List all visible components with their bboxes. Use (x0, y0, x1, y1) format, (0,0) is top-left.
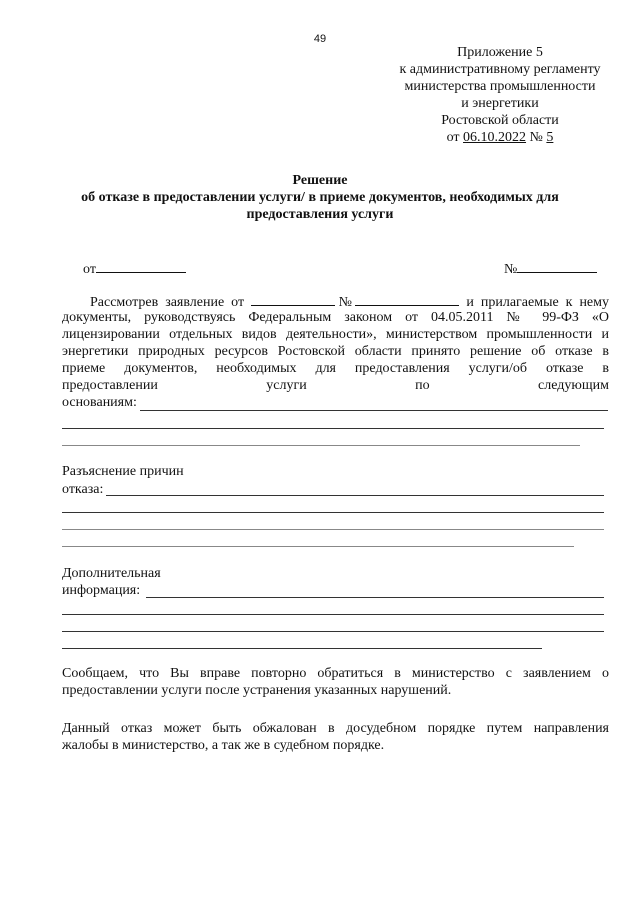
paragraph-line: предоставлении услуги по следующим (62, 378, 609, 393)
number-label: № (504, 262, 518, 277)
appendix-block (376, 44, 624, 146)
title-subheading: предоставления услуги (246, 207, 394, 222)
notice-paragraph (62, 665, 609, 699)
reasons-fill-line[interactable] (62, 546, 574, 547)
title-heading: Решение (292, 173, 348, 188)
date-label: от (83, 262, 96, 277)
reasons-fill-line[interactable] (62, 512, 604, 513)
additional-label: Дополнительная (62, 566, 161, 581)
date-blank[interactable] (96, 259, 186, 273)
paragraph-line: Данный отказ может быть обжалован в досудебном порядке путем направления (62, 721, 609, 736)
paragraph-line: документы, руководствуясь Федеральным законом от 04.05.2011 № 99-ФЗ «О (62, 310, 609, 325)
paragraph-line: энергетики природных ресурсов Ростовской области принято решение об отказе в (62, 344, 609, 359)
document-title (40, 172, 600, 223)
paragraph-line (62, 394, 609, 411)
date-field[interactable] (83, 259, 186, 278)
appendix-date-prefix: от (446, 130, 464, 145)
appeal-paragraph (62, 720, 609, 754)
page-number: 49 (313, 33, 327, 45)
paragraph-line (62, 292, 609, 309)
reasons-label: отказа: (62, 482, 104, 497)
paragraph-text: № (335, 295, 356, 310)
paragraph-line: жалобы в министерство, а так же в судебном порядке. (62, 738, 385, 753)
paragraph-line: Сообщаем, что Вы вправе повторно обратиться в министерство с заявлением о (62, 666, 609, 681)
appendix-date: 06.10.2022 (463, 130, 527, 145)
paragraph-text: Рассмотрев заявление от (90, 295, 245, 310)
grounds-fill-line[interactable] (140, 410, 608, 411)
reasons-fill-line[interactable] (62, 529, 604, 530)
application-number-blank[interactable] (355, 292, 459, 306)
additional-fill-line[interactable] (146, 597, 604, 598)
reasons-label: Разъяснение причин (62, 464, 184, 479)
reasons-fill-line[interactable] (106, 495, 604, 496)
appendix-number-prefix: № (526, 130, 547, 145)
additional-label: информация: (62, 583, 141, 598)
appendix-number: 5 (546, 130, 554, 145)
grounds-fill-line[interactable] (62, 445, 580, 446)
paragraph-line: лицензировании отдельных видов деятельности», министерством промышленности и (62, 327, 609, 342)
appendix-line: министерства промышленности (404, 79, 596, 94)
appendix-date-line (376, 129, 624, 146)
paragraph-line: приеме документов, необходимых для предоставления услуги/об отказе в (62, 361, 609, 376)
number-field[interactable] (504, 259, 597, 278)
grounds-label: основаниям: (62, 395, 137, 410)
additional-fill-line[interactable] (62, 648, 542, 649)
appendix-line: и энергетики (461, 96, 539, 111)
number-blank[interactable] (517, 259, 597, 273)
title-subheading: об отказе в предоставлении услуги/ в приеме документов, необходимых для (81, 190, 559, 205)
grounds-fill-line[interactable] (62, 428, 604, 429)
additional-fill-line[interactable] (62, 614, 604, 615)
appendix-title: Приложение 5 (457, 45, 543, 60)
additional-fill-line[interactable] (62, 631, 604, 632)
appendix-line: к административному регламенту (399, 62, 601, 77)
paragraph-line: предоставлении услуги после устранения указанных нарушений. (62, 683, 452, 698)
paragraph-text: и прилагаемые к нему (466, 295, 610, 310)
application-date-blank[interactable] (251, 292, 335, 306)
main-paragraph (62, 292, 609, 411)
appendix-line: Ростовской области (441, 113, 559, 128)
